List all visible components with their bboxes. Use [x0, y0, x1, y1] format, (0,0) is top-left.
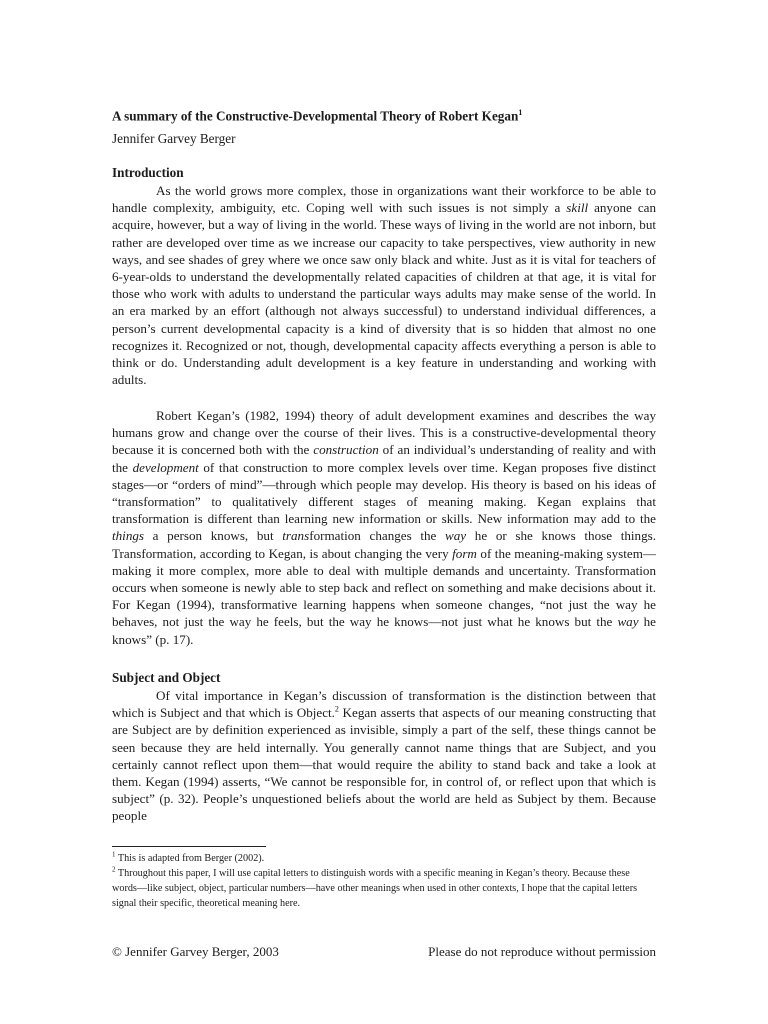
title-footnote-mark: 1 — [518, 108, 523, 117]
footnote-divider — [112, 846, 266, 847]
intro-paragraph-2: Robert Kegan’s (1982, 1994) theory of adult development examines and describes the way humans grow and change over the course of their lives. This is a constructive-developmental theory because it is concerned both with the construction of an individual’s understanding of reality and with the development of that construction to more complex levels over time. Kegan proposes five distinct stages—or “orders of mind”—through which people may develop. His theory is based on his ideas of “transformation” to qualitatively different stages of meaning making. Kegan explains that transformation is different than learning new information or skills. New information may add to the things a person knows, but transformation changes the way he or she knows those things. Transformation, according to Kegan, is about changing the very form of the meaning-making system—making it more complex, more able to deal with multiple demands and uncertainty. Transformation occurs when someone is newly able to step back and reflect on something and make decisions about it. For Kegan (1994), transformative learning happens when someone changes, “not just the way he behaves, not just the way he feels, but the way he knows—not just what he knows but the way he knows” (p. 17). — [112, 408, 657, 647]
footnote-1: $^1$ This is adapted from Berger (2002). — [112, 850, 265, 864]
heading-subject-and-object: Subject and Object — [112, 670, 221, 685]
footnote-2: $^2$ Throughout this paper, I will use capital letters to distinguish words with a specific meaning in Kegan’s theory. Because these words—like subject, object, particular numbers—have other meanings when used in other contexts, I hope that the capital letters signal their specific, theoretical meaning here. — [112, 865, 638, 910]
heading-introduction: Introduction — [112, 165, 184, 180]
copyright-notice: © Jennifer Garvey Berger, 2003 — [112, 944, 279, 959]
subject-object-paragraph-1: Of vital importance in Kegan’s discussion of transformation is the distinction between that which is Subject and that which is Object.$^2$ Kegan asserts that aspects of our meaning constructing that are Subject are by definition experienced as invisible, simply a part of the self, these things cannot be seen because they are held internally. You generally cannot name things that are Subject, and you certainly cannot reflect upon them—that would require the ability to stand back and take a look at them. Kegan (1994) asserts, “We cannot be responsible for, in control of, or reflect upon that which is subject” (p. 32). People’s unquestioned beliefs about the world are held as Subject by them. Because people — [112, 688, 656, 824]
document-title — [112, 108, 522, 124]
footnote-ref-2[interactable]: 2 — [334, 704, 339, 714]
title-text: A summary of the Constructive-Developmental Theory of Robert Kegan — [112, 108, 519, 124]
author-name: Jennifer Garvey Berger — [112, 131, 236, 146]
intro-paragraph-1: As the world grows more complex, those in organizations want their workforce to be able to handle complexity, ambiguity, etc. Coping well with such issues is not simply a skill anyone can acquire, however, but a way of living in the world. These ways of living in the world are not inborn, but rather are developed over time as we increase our capacity to take perspectives, view authority in new ways, and see shades of grey where we once saw only black and white. Just as it is vital for teachers of 6-year-olds to understand the developmentally related capacities of children at that age, it is vital for those who work with adults to understand the particular ways adults may make sense of the world. In an era marked by an effort (although not always successful) to understand individual differences, a person’s current developmental capacity is a kind of diversity that is so hidden that almost no one recognizes it. Recognized or not, though, developmental capacity affects everything a person is able to think or do. Understanding adult development is a key feature in understanding and working with adults. — [112, 183, 656, 388]
permission-notice: Please do not reproduce without permission — [428, 944, 656, 959]
